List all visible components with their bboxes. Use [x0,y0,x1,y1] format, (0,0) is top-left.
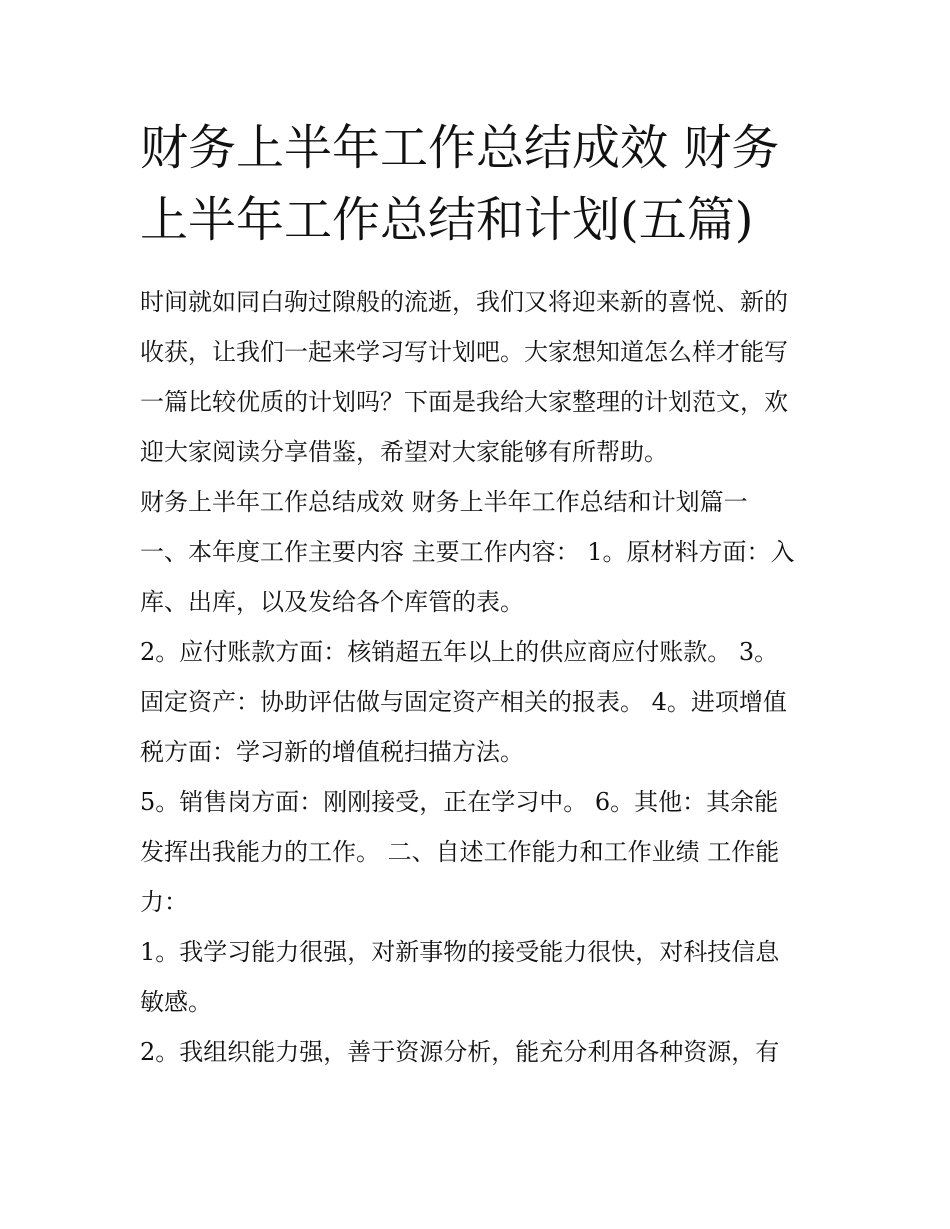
paragraph-line: 2。我组织能力强，善于资源分析，能充分利用各种资源，有 [140,1038,780,1066]
document-title [140,112,820,256]
paragraph-line: 时间就如同白驹过隙般的流逝，我们又将迎来新的喜悦、新的 [140,288,788,316]
paragraph-line: 5。销售岗方面：刚刚接受，正在学习中。 6。其他：其余能 [140,788,779,816]
title-line-2: 上半年工作总结和计划(五篇) [140,192,754,248]
section-heading: 财务上半年工作总结成效 财务上半年工作总结和计划篇一 [140,488,748,516]
paragraph-line: 税方面：学习新的增值税扫描方法。 [140,738,524,766]
paragraph-line: 收获，让我们一起来学习写计划吧。大家想知道怎么样才能写 [140,338,788,366]
paragraph-line: 迎大家阅读分享借鉴，希望对大家能够有所帮助。 [140,438,668,466]
paragraph-line: 1。我学习能力很强，对新事物的接受能力很快，对科技信息 [140,938,780,966]
paragraph-line: 力： [140,888,188,916]
paragraph-line: 2。应付账款方面：核销超五年以上的供应商应付账款。 3。 [140,638,779,666]
paragraph-line: 一、本年度工作主要内容 主要工作内容： 1。原材料方面：入 [140,538,795,566]
paragraph-line: 发挥出我能力的工作。 二、自述工作能力和工作业绩 工作能 [140,838,780,866]
paragraph-line: 库、出库，以及发给各个库管的表。 [140,588,524,616]
paragraph-line: 固定资产：协助评估做与固定资产相关的报表。 4。进项增值 [140,688,787,716]
paragraph-line: 一篇比较优质的计划吗？下面是我给大家整理的计划范文，欢 [140,388,788,416]
document-body [140,277,820,1077]
title-line-1: 财务上半年工作总结成效 财务 [140,120,780,176]
paragraph-line: 敏感。 [140,988,212,1016]
